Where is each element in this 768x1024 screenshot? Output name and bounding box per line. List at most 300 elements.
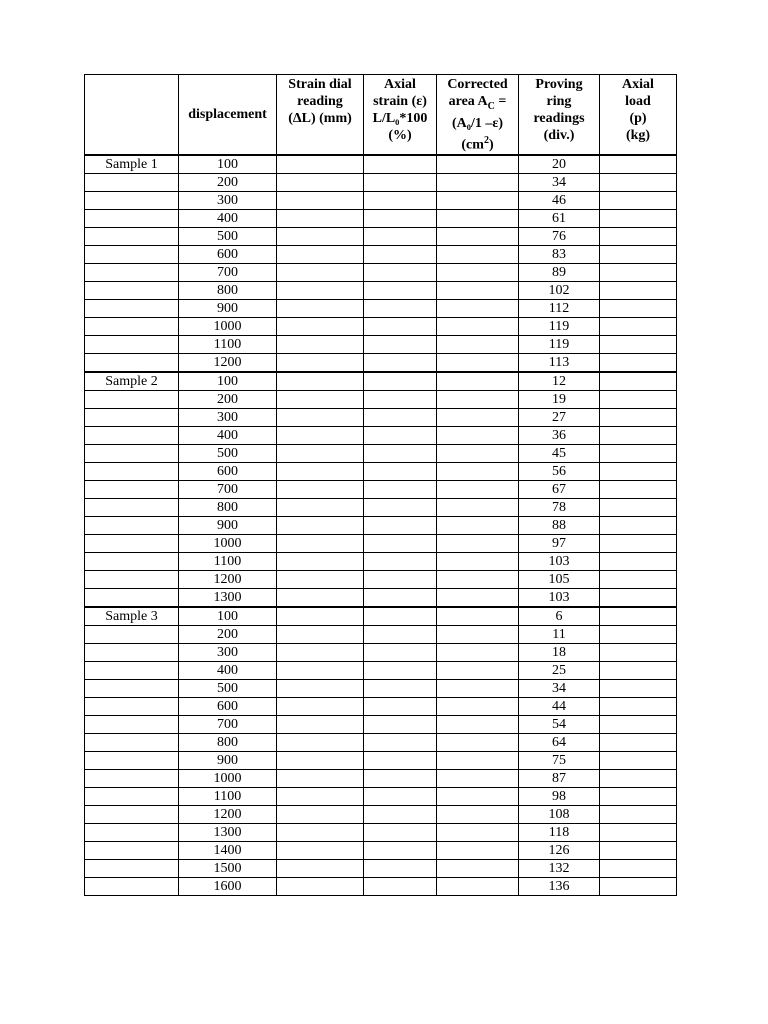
cell-axial-strain <box>364 589 437 608</box>
header-strain-dial-line1: Strain dial <box>288 77 352 92</box>
cell-strain-dial <box>277 210 364 228</box>
header-corrected-area-line4a: (cm <box>461 137 484 153</box>
cell-strain-dial <box>277 192 364 210</box>
cell-displacement: 500 <box>179 228 277 246</box>
sample-cell-empty <box>85 517 179 535</box>
cell-corrected-area <box>437 716 519 734</box>
cell-corrected-area <box>437 282 519 300</box>
cell-corrected-area <box>437 806 519 824</box>
cell-displacement: 1000 <box>179 535 277 553</box>
triaxial-test-table <box>84 74 677 896</box>
sample-cell-empty <box>85 860 179 878</box>
sample-cell-empty <box>85 282 179 300</box>
cell-axial-strain <box>364 626 437 644</box>
cell-axial-strain <box>364 246 437 264</box>
header-corrected-area-line1: Corrected <box>447 77 508 92</box>
cell-proving-ring: 75 <box>519 752 600 770</box>
cell-axial-load <box>600 842 677 860</box>
cell-axial-load <box>600 264 677 282</box>
table-row <box>85 391 677 409</box>
cell-axial-load <box>600 463 677 481</box>
cell-proving-ring: 126 <box>519 842 600 860</box>
cell-corrected-area <box>437 192 519 210</box>
table-row <box>85 878 677 896</box>
table-row <box>85 228 677 246</box>
cell-axial-load <box>600 644 677 662</box>
sample-cell-empty <box>85 626 179 644</box>
cell-axial-load <box>600 499 677 517</box>
header-axial-load <box>600 75 677 156</box>
cell-strain-dial <box>277 336 364 354</box>
cell-corrected-area <box>437 174 519 192</box>
cell-axial-strain <box>364 878 437 896</box>
cell-axial-strain <box>364 607 437 626</box>
cell-axial-strain <box>364 282 437 300</box>
cell-axial-load <box>600 409 677 427</box>
sample-cell-empty <box>85 264 179 282</box>
cell-displacement: 800 <box>179 734 277 752</box>
header-displacement <box>179 75 277 156</box>
sample-cell-empty <box>85 192 179 210</box>
cell-strain-dial <box>277 264 364 282</box>
table-row <box>85 589 677 608</box>
cell-axial-load <box>600 391 677 409</box>
cell-strain-dial <box>277 155 364 174</box>
sample-cell-empty <box>85 354 179 373</box>
cell-strain-dial <box>277 607 364 626</box>
cell-corrected-area <box>437 517 519 535</box>
cell-axial-load <box>600 770 677 788</box>
cell-axial-load <box>600 752 677 770</box>
cell-corrected-area <box>437 770 519 788</box>
cell-displacement: 1100 <box>179 553 277 571</box>
cell-axial-load <box>600 878 677 896</box>
cell-displacement: 1200 <box>179 354 277 373</box>
cell-displacement: 100 <box>179 607 277 626</box>
header-strain-dial-line2: reading <box>297 94 343 109</box>
cell-strain-dial <box>277 770 364 788</box>
cell-proving-ring: 105 <box>519 571 600 589</box>
cell-strain-dial <box>277 300 364 318</box>
cell-proving-ring: 36 <box>519 427 600 445</box>
cell-corrected-area <box>437 246 519 264</box>
cell-axial-load <box>600 788 677 806</box>
cell-displacement: 500 <box>179 445 277 463</box>
sample-cell-empty <box>85 824 179 842</box>
cell-corrected-area <box>437 445 519 463</box>
cell-axial-strain <box>364 788 437 806</box>
cell-axial-load <box>600 246 677 264</box>
sample-cell-empty <box>85 878 179 896</box>
table-row <box>85 860 677 878</box>
cell-corrected-area <box>437 210 519 228</box>
cell-axial-strain <box>364 264 437 282</box>
cell-strain-dial <box>277 626 364 644</box>
cell-proving-ring: 119 <box>519 336 600 354</box>
cell-axial-strain <box>364 174 437 192</box>
header-proving-ring-line1: Proving <box>535 77 583 92</box>
cell-proving-ring: 18 <box>519 644 600 662</box>
header-corrected-area-line4b: ) <box>488 137 494 153</box>
cell-proving-ring: 136 <box>519 878 600 896</box>
cell-strain-dial <box>277 372 364 391</box>
table-row <box>85 607 677 626</box>
cell-proving-ring: 45 <box>519 445 600 463</box>
header-row <box>85 75 677 156</box>
header-axial-strain-line3: L/L₀*100 <box>372 111 428 126</box>
cell-axial-strain <box>364 716 437 734</box>
cell-displacement: 1500 <box>179 860 277 878</box>
cell-proving-ring: 64 <box>519 734 600 752</box>
table-row <box>85 210 677 228</box>
cell-strain-dial <box>277 499 364 517</box>
cell-proving-ring: 83 <box>519 246 600 264</box>
table-row <box>85 553 677 571</box>
cell-axial-load <box>600 192 677 210</box>
cell-strain-dial <box>277 517 364 535</box>
cell-corrected-area <box>437 571 519 589</box>
header-axial-load-line1: Axial <box>622 77 654 92</box>
header-displacement-label: displacement <box>188 107 267 123</box>
cell-displacement: 1000 <box>179 770 277 788</box>
sample-cell-empty <box>85 409 179 427</box>
cell-corrected-area <box>437 391 519 409</box>
table-row <box>85 626 677 644</box>
cell-proving-ring: 103 <box>519 553 600 571</box>
cell-strain-dial <box>277 427 364 445</box>
sample-cell-empty <box>85 318 179 336</box>
cell-displacement: 1000 <box>179 318 277 336</box>
cell-axial-strain <box>364 770 437 788</box>
cell-strain-dial <box>277 752 364 770</box>
cell-axial-load <box>600 824 677 842</box>
cell-displacement: 1300 <box>179 589 277 608</box>
cell-displacement: 600 <box>179 246 277 264</box>
cell-corrected-area <box>437 878 519 896</box>
cell-displacement: 700 <box>179 481 277 499</box>
cell-proving-ring: 87 <box>519 770 600 788</box>
sample-label: Sample 2 <box>85 372 179 391</box>
cell-corrected-area <box>437 626 519 644</box>
cell-corrected-area <box>437 481 519 499</box>
cell-displacement: 800 <box>179 499 277 517</box>
sample-cell-empty <box>85 174 179 192</box>
cell-displacement: 1300 <box>179 824 277 842</box>
sample-label: Sample 1 <box>85 155 179 174</box>
cell-displacement: 100 <box>179 155 277 174</box>
cell-axial-load <box>600 680 677 698</box>
cell-axial-strain <box>364 481 437 499</box>
header-strain-dial <box>277 75 364 156</box>
cell-axial-load <box>600 282 677 300</box>
cell-strain-dial <box>277 860 364 878</box>
cell-strain-dial <box>277 409 364 427</box>
header-proving-ring <box>519 75 600 156</box>
cell-axial-strain <box>364 192 437 210</box>
cell-axial-strain <box>364 318 437 336</box>
cell-corrected-area <box>437 824 519 842</box>
header-corrected-area-superscript: 2 <box>483 134 489 146</box>
cell-axial-load <box>600 318 677 336</box>
cell-displacement: 200 <box>179 391 277 409</box>
cell-strain-dial <box>277 644 364 662</box>
cell-displacement: 400 <box>179 427 277 445</box>
table-row <box>85 318 677 336</box>
cell-corrected-area <box>437 499 519 517</box>
sample-cell-empty <box>85 481 179 499</box>
cell-axial-load <box>600 174 677 192</box>
cell-axial-load <box>600 589 677 608</box>
cell-strain-dial <box>277 680 364 698</box>
cell-proving-ring: 11 <box>519 626 600 644</box>
cell-strain-dial <box>277 463 364 481</box>
header-axial-load-line2: load <box>625 94 651 109</box>
header-corrected-area-line2b: = <box>494 94 507 109</box>
cell-axial-load <box>600 354 677 373</box>
cell-corrected-area <box>437 427 519 445</box>
cell-proving-ring: 112 <box>519 300 600 318</box>
cell-proving-ring: 119 <box>519 318 600 336</box>
cell-axial-load <box>600 734 677 752</box>
table-row <box>85 264 677 282</box>
table-row <box>85 354 677 373</box>
header-axial-load-line3: (p) <box>629 111 647 126</box>
cell-displacement: 200 <box>179 626 277 644</box>
table-row <box>85 463 677 481</box>
table-row <box>85 716 677 734</box>
cell-axial-load <box>600 860 677 878</box>
cell-proving-ring: 113 <box>519 354 600 373</box>
cell-corrected-area <box>437 698 519 716</box>
cell-axial-strain <box>364 680 437 698</box>
table-row <box>85 788 677 806</box>
header-strain-dial-line3: (ΔL) (mm) <box>288 111 352 126</box>
header-corrected-area-line3: (A₀/1 –ε) <box>451 115 503 131</box>
sample-cell-empty <box>85 680 179 698</box>
cell-strain-dial <box>277 481 364 499</box>
sample-cell-empty <box>85 445 179 463</box>
sample-cell-empty <box>85 210 179 228</box>
sample-cell-empty <box>85 644 179 662</box>
cell-axial-strain <box>364 824 437 842</box>
cell-strain-dial <box>277 228 364 246</box>
sample-cell-empty <box>85 842 179 860</box>
table-row <box>85 535 677 553</box>
table-row <box>85 824 677 842</box>
cell-displacement: 700 <box>179 264 277 282</box>
header-proving-ring-line3: readings <box>533 111 585 126</box>
cell-strain-dial <box>277 354 364 373</box>
table-row <box>85 770 677 788</box>
cell-displacement: 700 <box>179 716 277 734</box>
cell-proving-ring: 56 <box>519 463 600 481</box>
cell-axial-strain <box>364 155 437 174</box>
cell-axial-strain <box>364 499 437 517</box>
cell-strain-dial <box>277 282 364 300</box>
table-row <box>85 644 677 662</box>
cell-corrected-area <box>437 860 519 878</box>
cell-proving-ring: 118 <box>519 824 600 842</box>
sample-cell-empty <box>85 463 179 481</box>
header-corrected-area <box>437 75 519 156</box>
cell-corrected-area <box>437 680 519 698</box>
sample-cell-empty <box>85 535 179 553</box>
cell-displacement: 900 <box>179 300 277 318</box>
cell-proving-ring: 76 <box>519 228 600 246</box>
cell-corrected-area <box>437 734 519 752</box>
sample-cell-empty <box>85 391 179 409</box>
cell-displacement: 900 <box>179 517 277 535</box>
cell-axial-strain <box>364 445 437 463</box>
cell-proving-ring: 98 <box>519 788 600 806</box>
cell-strain-dial <box>277 318 364 336</box>
cell-axial-strain <box>364 517 437 535</box>
cell-axial-strain <box>364 842 437 860</box>
table-row <box>85 481 677 499</box>
cell-proving-ring: 12 <box>519 372 600 391</box>
table-row <box>85 427 677 445</box>
cell-displacement: 1400 <box>179 842 277 860</box>
sample-cell-empty <box>85 770 179 788</box>
cell-axial-load <box>600 535 677 553</box>
header-sample <box>85 75 179 156</box>
cell-displacement: 1200 <box>179 571 277 589</box>
cell-proving-ring: 103 <box>519 589 600 608</box>
cell-proving-ring: 20 <box>519 155 600 174</box>
cell-proving-ring: 27 <box>519 409 600 427</box>
cell-corrected-area <box>437 662 519 680</box>
cell-axial-strain <box>364 300 437 318</box>
table-row <box>85 517 677 535</box>
cell-axial-strain <box>364 698 437 716</box>
header-axial-strain-line4: (%) <box>388 128 412 143</box>
sample-cell-empty <box>85 589 179 608</box>
sample-cell-empty <box>85 662 179 680</box>
cell-strain-dial <box>277 878 364 896</box>
cell-strain-dial <box>277 716 364 734</box>
cell-displacement: 200 <box>179 174 277 192</box>
cell-axial-strain <box>364 391 437 409</box>
cell-displacement: 300 <box>179 192 277 210</box>
cell-axial-load <box>600 445 677 463</box>
table-row <box>85 680 677 698</box>
cell-axial-load <box>600 300 677 318</box>
cell-displacement: 1600 <box>179 878 277 896</box>
table-row <box>85 372 677 391</box>
cell-corrected-area <box>437 354 519 373</box>
cell-axial-load <box>600 698 677 716</box>
header-axial-strain-line2: strain (ε) <box>373 94 427 109</box>
cell-axial-strain <box>364 571 437 589</box>
cell-axial-strain <box>364 463 437 481</box>
table-row <box>85 698 677 716</box>
cell-displacement: 500 <box>179 680 277 698</box>
cell-strain-dial <box>277 698 364 716</box>
cell-axial-load <box>600 155 677 174</box>
cell-strain-dial <box>277 571 364 589</box>
cell-axial-strain <box>364 752 437 770</box>
table-row <box>85 734 677 752</box>
cell-axial-load <box>600 517 677 535</box>
table-row <box>85 174 677 192</box>
header-axial-strain <box>364 75 437 156</box>
table-row <box>85 155 677 174</box>
cell-axial-load <box>600 607 677 626</box>
cell-axial-load <box>600 662 677 680</box>
sample-cell-empty <box>85 336 179 354</box>
cell-strain-dial <box>277 553 364 571</box>
cell-displacement: 100 <box>179 372 277 391</box>
cell-axial-load <box>600 427 677 445</box>
cell-displacement: 300 <box>179 644 277 662</box>
cell-proving-ring: 67 <box>519 481 600 499</box>
cell-strain-dial <box>277 589 364 608</box>
header-proving-ring-line4: (div.) <box>543 128 575 143</box>
table-row <box>85 192 677 210</box>
cell-corrected-area <box>437 336 519 354</box>
cell-displacement: 600 <box>179 463 277 481</box>
cell-corrected-area <box>437 535 519 553</box>
table-body <box>85 155 677 896</box>
cell-corrected-area <box>437 409 519 427</box>
cell-proving-ring: 97 <box>519 535 600 553</box>
cell-axial-strain <box>364 372 437 391</box>
cell-proving-ring: 102 <box>519 282 600 300</box>
table-row <box>85 409 677 427</box>
cell-axial-load <box>600 372 677 391</box>
cell-proving-ring: 132 <box>519 860 600 878</box>
cell-corrected-area <box>437 300 519 318</box>
table-row <box>85 842 677 860</box>
cell-displacement: 400 <box>179 210 277 228</box>
cell-displacement: 800 <box>179 282 277 300</box>
sample-cell-empty <box>85 698 179 716</box>
cell-displacement: 1100 <box>179 336 277 354</box>
cell-displacement: 300 <box>179 409 277 427</box>
cell-corrected-area <box>437 644 519 662</box>
cell-proving-ring: 6 <box>519 607 600 626</box>
cell-axial-strain <box>364 427 437 445</box>
cell-axial-load <box>600 806 677 824</box>
header-axial-load-line4: (kg) <box>625 128 651 143</box>
cell-proving-ring: 54 <box>519 716 600 734</box>
cell-proving-ring: 46 <box>519 192 600 210</box>
sample-cell-empty <box>85 734 179 752</box>
table-row <box>85 662 677 680</box>
cell-corrected-area <box>437 463 519 481</box>
header-proving-ring-line2: ring <box>546 94 572 109</box>
table-row <box>85 571 677 589</box>
sample-cell-empty <box>85 806 179 824</box>
sample-cell-empty <box>85 716 179 734</box>
cell-axial-load <box>600 228 677 246</box>
cell-axial-load <box>600 626 677 644</box>
sample-cell-empty <box>85 246 179 264</box>
sample-cell-empty <box>85 788 179 806</box>
cell-strain-dial <box>277 662 364 680</box>
cell-proving-ring: 88 <box>519 517 600 535</box>
sample-label: Sample 3 <box>85 607 179 626</box>
table-row <box>85 499 677 517</box>
cell-displacement: 1200 <box>179 806 277 824</box>
cell-proving-ring: 19 <box>519 391 600 409</box>
cell-axial-load <box>600 716 677 734</box>
cell-proving-ring: 34 <box>519 680 600 698</box>
cell-corrected-area <box>437 607 519 626</box>
cell-axial-load <box>600 210 677 228</box>
cell-strain-dial <box>277 535 364 553</box>
cell-corrected-area <box>437 553 519 571</box>
